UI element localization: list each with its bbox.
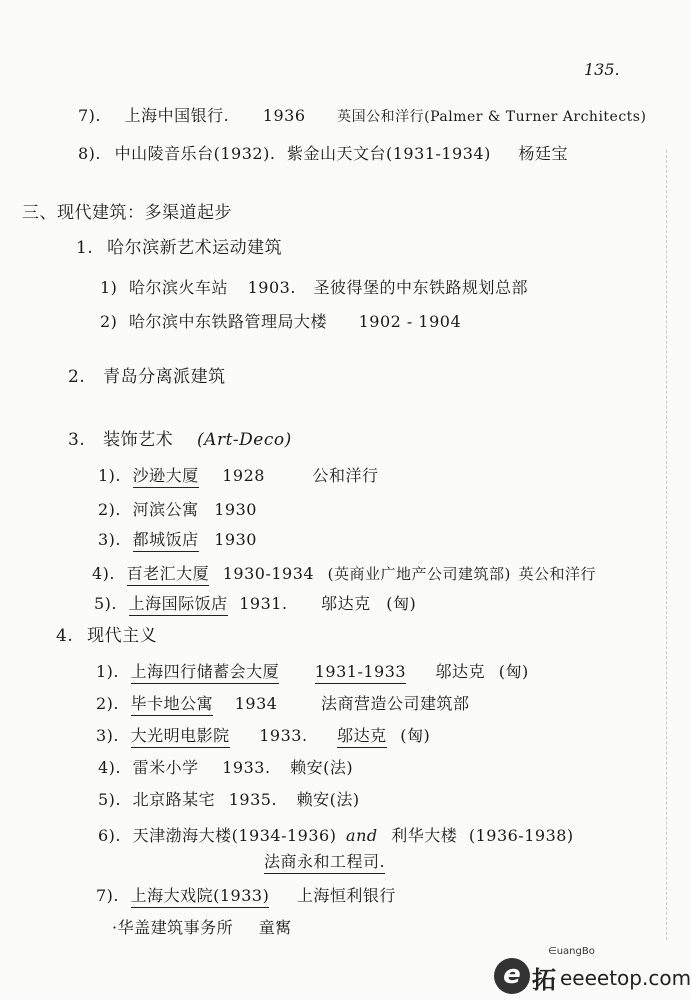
note-line: 5). 上海国际饭店 1931. 邬达克 (匈) <box>94 594 416 616</box>
note-line: 7). 上海大戏院(1933) 上海恒利银行 <box>96 886 396 908</box>
footer-mark: ∈uangBo <box>548 946 595 957</box>
note-line: 6). 天津渤海大楼(1934-1936) and 利华大楼 (1936-1938) <box>98 826 574 845</box>
watermark-logo <box>494 956 691 996</box>
note-line: 3). 大光明电影院 1933. 邬达克 (匈) <box>96 726 430 748</box>
note-line: 3). 都城饭店 1930 <box>98 530 257 552</box>
note-line: 3. 装饰艺术 (Art-Deco) <box>68 430 292 450</box>
note-line: ·华盖建筑事务所 童寯 <box>112 918 292 937</box>
note-line: 2). 河滨公寓 1930 <box>98 500 257 519</box>
note-line: 1). 沙逊大厦 1928 公和洋行 <box>98 466 379 488</box>
note-line: 2. 青岛分离派建筑 <box>68 367 226 387</box>
note-line: 1. 哈尔滨新艺术运动建筑 <box>76 238 283 258</box>
note-line: 1). 上海四行储蓄会大厦 1931-1933 邬达克 (匈) <box>96 662 529 684</box>
logo-text: 拓 <box>532 966 556 994</box>
note-line: 2). 毕卡地公寓 1934 法商营造公司建筑部 <box>96 694 470 716</box>
note-line: 5). 北京路某宅 1935. 赖安(法) <box>98 790 360 809</box>
note-line: 2) 哈尔滨中东铁路管理局大楼 1902 - 1904 <box>100 312 462 331</box>
note-line: 7). 上海中国银行. 1936 英国公和洋行(Palmer & Turner Architects) <box>78 106 647 125</box>
note-line: 4). 雷米小学 1933. 赖安(法) <box>98 758 354 777</box>
page-number: 135. <box>584 60 620 79</box>
section-heading: 三、现代建筑：多渠道起步 <box>22 203 232 223</box>
note-line: 法商永和工程司. <box>264 852 385 874</box>
note-line: 4. 现代主义 <box>56 626 158 646</box>
logo-e-icon: e <box>494 958 530 994</box>
note-line: 4). 百老汇大厦 1930-1934 (英商业广地产公司建筑部) 英公和洋行 <box>92 564 596 586</box>
note-line: 1) 哈尔滨火车站 1903. 圣彼得堡的中东铁路规划总部 <box>100 278 529 297</box>
logo-url: eeeetop.com <box>560 966 691 990</box>
page-edge-line <box>666 150 667 940</box>
note-line: 8). 中山陵音乐台(1932). 紫金山天文台(1931-1934) 杨廷宝 <box>78 144 568 163</box>
